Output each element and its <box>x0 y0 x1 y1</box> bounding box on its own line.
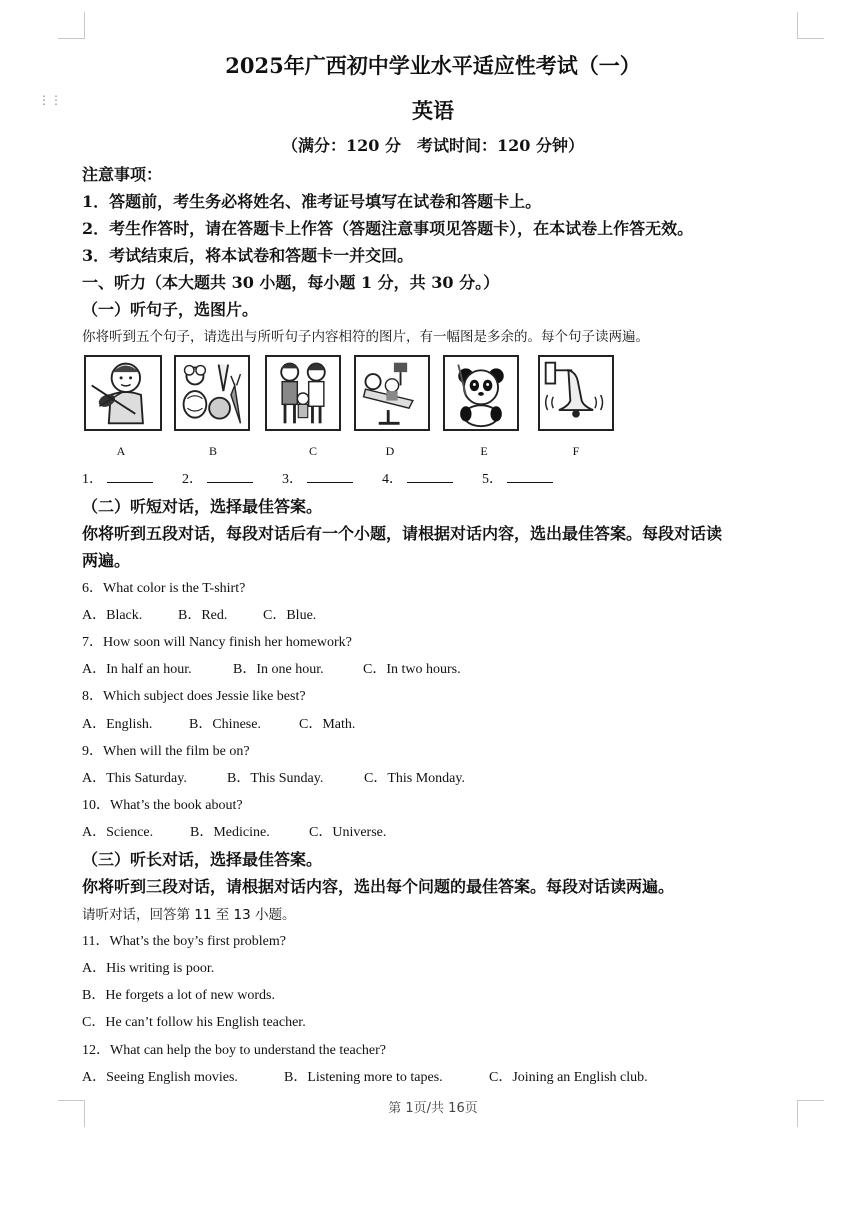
sub-instruction: 请听对话，回答第 11 至 13 小题。 <box>82 907 296 923</box>
blank-number: 4． <box>382 472 403 487</box>
option[interactable]: A．His writing is poor. <box>82 961 215 976</box>
option[interactable]: A．This Saturday. <box>82 771 187 786</box>
part-heading: （三）听长对话，选择最佳答案。 <box>82 850 323 869</box>
answer-blank-3[interactable] <box>282 468 353 488</box>
page-number: 第 1页/共 16页 <box>388 1101 478 1116</box>
answer-blank-1[interactable] <box>82 468 153 488</box>
corner-mark-top-right <box>797 12 824 39</box>
option[interactable]: B．This Sunday. <box>227 771 324 786</box>
option[interactable]: B．Medicine. <box>190 825 270 840</box>
option[interactable]: C．Joining an English club. <box>489 1070 648 1085</box>
option[interactable]: B．He forgets a lot of new words. <box>82 988 275 1003</box>
picture-label: C <box>308 444 317 458</box>
option[interactable]: C．He can’t follow his English teacher. <box>82 1015 306 1030</box>
notes-heading: 注意事项： <box>82 165 163 184</box>
answer-blank-4[interactable] <box>382 468 453 488</box>
answer-blank-5[interactable] <box>482 468 553 488</box>
option[interactable]: B．Red. <box>178 608 228 623</box>
picture-label: A <box>116 444 126 458</box>
picture-a <box>84 355 162 431</box>
part-instruction: 两遍。 <box>82 551 131 570</box>
dentist-icon <box>356 357 428 429</box>
panda-icon <box>445 357 517 429</box>
blank-line[interactable] <box>107 470 153 483</box>
picture-d <box>354 355 430 431</box>
blank-line[interactable] <box>407 470 453 483</box>
picture-label: E <box>480 444 488 458</box>
question-12: 12．What can help the boy to understand the teacher? <box>82 1043 386 1058</box>
exam-subject: 英语 <box>412 98 454 123</box>
note-item: 3．考试结束后，将本试卷和答题卡一并交回。 <box>82 246 414 265</box>
blank-number: 2． <box>182 472 203 487</box>
part-heading: （一）听句子，选图片。 <box>82 300 259 319</box>
exam-info: （满分：120 分 考试时间：120 分钟） <box>282 136 584 155</box>
blank-number: 3． <box>282 472 303 487</box>
blank-line[interactable] <box>207 470 253 483</box>
blank-line[interactable] <box>307 470 353 483</box>
part-instruction: 你将听到五个句子，请选出与所听句子内容相符的图片，有一幅图是多余的。每个句子读两遍。 <box>82 329 649 345</box>
option[interactable]: B．Chinese. <box>189 717 261 732</box>
picture-f <box>538 355 614 431</box>
corner-mark-top-left <box>58 12 85 39</box>
picture-b <box>174 355 250 431</box>
drag-handle-icon[interactable]: ⋮⋮ <box>38 93 62 107</box>
part-heading: （二）听短对话，选择最佳答案。 <box>82 497 323 516</box>
question-8: 8．Which subject does Jessie like best? <box>82 689 306 704</box>
picture-label: F <box>572 444 580 458</box>
option[interactable]: B．Listening more to tapes. <box>284 1070 443 1085</box>
exam-title: 2025年广西初中学业水平适应性考试（一） <box>225 53 641 78</box>
picture-label: D <box>385 444 395 458</box>
option[interactable]: A．Seeing English movies. <box>82 1070 238 1085</box>
question-6: 6．What color is the T-shirt? <box>82 581 246 596</box>
question-7: 7．How soon will Nancy finish her homework? <box>82 635 352 650</box>
picture-e <box>443 355 519 431</box>
bell-icon <box>540 357 612 429</box>
question-10: 10．What’s the book about? <box>82 798 243 813</box>
option[interactable]: A．In half an hour. <box>82 662 192 677</box>
part-instruction: 你将听到三段对话，请根据对话内容，选出每个问题的最佳答案。每段对话读两遍。 <box>82 877 675 896</box>
option[interactable]: C．This Monday. <box>364 771 465 786</box>
answer-blank-2[interactable] <box>182 468 253 488</box>
option[interactable]: A．Black. <box>82 608 143 623</box>
blank-line[interactable] <box>507 470 553 483</box>
option[interactable]: C．Math. <box>299 717 356 732</box>
blank-number: 1． <box>82 472 103 487</box>
picture-c <box>265 355 341 431</box>
option[interactable]: C．Blue. <box>263 608 317 623</box>
family-icon <box>267 357 339 429</box>
question-9: 9．When will the film be on? <box>82 744 250 759</box>
blank-number: 5． <box>482 472 503 487</box>
section-heading: 一、听力（本大题共 30 小题，每小题 1 分，共 30 分。） <box>82 273 500 292</box>
picture-label: B <box>208 444 217 458</box>
option[interactable]: A．Science. <box>82 825 154 840</box>
violin-boy-icon <box>86 357 160 429</box>
note-item: 2．考生作答时，请在答题卡上作答（答题注意事项见答题卡），在本试卷上作答无效。 <box>82 219 694 238</box>
vegetables-icon <box>176 357 248 429</box>
option[interactable]: B．In one hour. <box>233 662 324 677</box>
note-item: 1．答题前，考生务必将姓名、准考证号填写在试卷和答题卡上。 <box>82 192 542 211</box>
part-instruction: 你将听到五段对话，每段对话后有一个小题，请根据对话内容，选出最佳答案。每段对话读 <box>82 524 723 543</box>
option[interactable]: C．Universe. <box>309 825 387 840</box>
option[interactable]: A．English. <box>82 717 153 732</box>
question-11: 11．What’s the boy’s first problem? <box>82 934 286 949</box>
option[interactable]: C．In two hours. <box>363 662 461 677</box>
